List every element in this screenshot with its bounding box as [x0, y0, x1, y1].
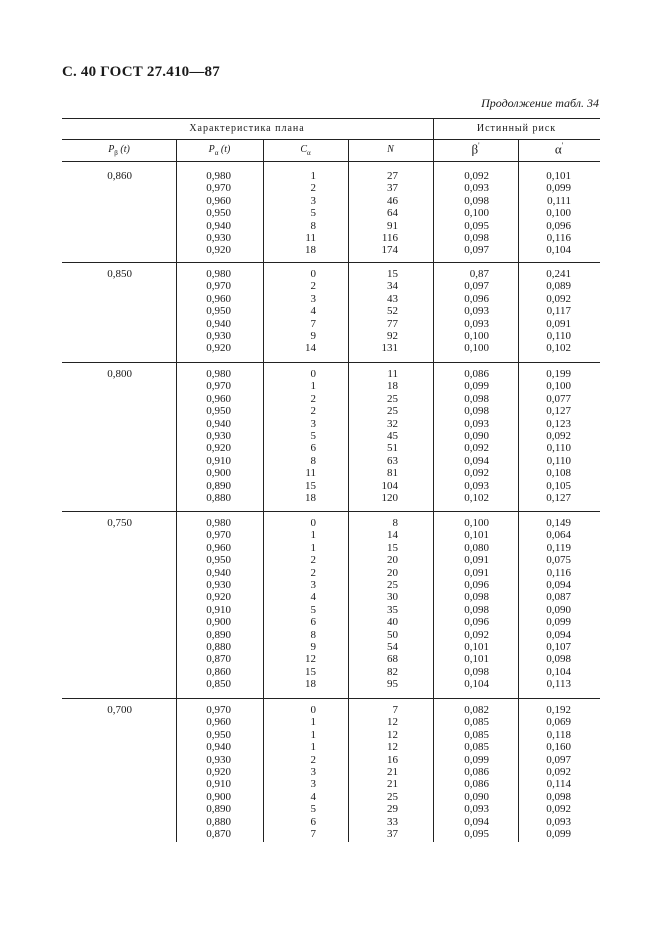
- cell-n: 30: [387, 591, 398, 604]
- cell-n: 11: [387, 368, 398, 380]
- cell-c: 1: [310, 716, 316, 729]
- cell-alpha: 0,075: [546, 554, 571, 567]
- column-rule: [433, 139, 434, 161]
- cell-beta: 0,098: [464, 591, 489, 604]
- cell-alpha: 0,089: [546, 280, 571, 293]
- cell-pa: 0,890: [206, 479, 231, 492]
- cell-beta: 0,102: [464, 492, 489, 504]
- cell-c: 3: [310, 292, 316, 305]
- group-separator-rule: [62, 262, 600, 263]
- column-header-pb: $P_\beta$ (t): [108, 144, 130, 157]
- cell-pa: 0,980: [206, 517, 231, 529]
- cell-pa: 0,920: [206, 342, 231, 355]
- cell-beta: 0,093: [464, 317, 489, 330]
- cell-alpha: 0,149: [546, 517, 571, 529]
- cell-alpha: 0,114: [546, 778, 571, 791]
- cell-pa: 0,960: [206, 194, 231, 207]
- cell-beta: 0,101: [464, 641, 489, 653]
- cell-pa: 0,940: [206, 741, 231, 754]
- cell-c: 9: [310, 330, 316, 342]
- cell-n: 95: [387, 678, 398, 691]
- cell-beta: 0,100: [464, 207, 489, 220]
- cell-beta: 0,090: [464, 790, 489, 803]
- cell-c: 9: [310, 641, 316, 653]
- cell-pa: 0,970: [206, 182, 231, 195]
- cell-n: 116: [381, 232, 398, 244]
- cell-c: 5: [310, 603, 316, 616]
- cell-alpha: 0,069: [546, 716, 571, 729]
- cell-n: 43: [387, 292, 398, 305]
- cell-n: 33: [387, 815, 398, 828]
- cell-n: 34: [387, 280, 398, 293]
- cell-n: 12: [387, 716, 398, 729]
- cell-pa: 0,880: [206, 815, 231, 828]
- cell-n: 15: [387, 541, 398, 554]
- cell-pa: 0,870: [206, 828, 231, 840]
- cell-n: 27: [387, 170, 398, 182]
- cell-beta: 0,093: [464, 305, 489, 318]
- cell-beta: 0,086: [464, 368, 489, 380]
- cell-alpha: 0,090: [546, 603, 571, 616]
- cell-pa: 0,980: [206, 170, 231, 182]
- cell-c: 3: [310, 778, 316, 791]
- cell-c: 2: [310, 182, 316, 195]
- cell-n: 20: [387, 566, 398, 579]
- cell-beta: 0,085: [464, 728, 489, 741]
- cell-c: 5: [310, 803, 316, 816]
- cell-alpha: 0,116: [546, 232, 571, 244]
- cell-alpha: 0,111: [547, 194, 571, 207]
- cell-c: 2: [310, 753, 316, 766]
- cell-alpha: 0,199: [546, 368, 571, 380]
- cell-n: 54: [387, 641, 398, 653]
- cell-n: 15: [387, 268, 398, 280]
- group-separator-rule: [62, 362, 600, 363]
- cell-n: 21: [387, 778, 398, 791]
- group-header-plan: Характеристика плана: [189, 123, 305, 134]
- cell-c: 15: [305, 665, 316, 678]
- cell-c: 2: [310, 554, 316, 567]
- cell-alpha: 0,099: [546, 828, 571, 840]
- cell-beta: 0,090: [464, 430, 489, 442]
- cell-beta: 0,091: [464, 554, 489, 567]
- cell-alpha: 0,113: [546, 678, 571, 691]
- column-rule: [518, 161, 519, 842]
- cell-pa: 0,940: [206, 219, 231, 232]
- cell-alpha: 0,093: [546, 815, 571, 828]
- column-header-beta: β': [471, 141, 480, 157]
- column-rule: [348, 139, 349, 161]
- cell-n: 29: [387, 803, 398, 816]
- cell-n: 120: [381, 492, 398, 504]
- cell-c: 1: [310, 728, 316, 741]
- cell-pa: 0,950: [206, 305, 231, 318]
- cell-beta: 0,096: [464, 579, 489, 591]
- cell-beta: 0,100: [464, 330, 489, 342]
- cell-n: 7: [392, 704, 398, 716]
- cell-alpha: 0,117: [546, 305, 571, 318]
- cell-n: 12: [387, 728, 398, 741]
- cell-beta: 0,098: [464, 392, 489, 405]
- cell-beta: 0,093: [464, 803, 489, 816]
- cell-n: 46: [387, 194, 398, 207]
- cell-beta: 0,092: [464, 442, 489, 455]
- cell-c: 3: [310, 194, 316, 207]
- cell-n: 12: [387, 741, 398, 754]
- cell-alpha: 0,192: [546, 704, 571, 716]
- column-header-rule: [62, 161, 600, 162]
- cell-alpha: 0,092: [546, 430, 571, 442]
- cell-alpha: 0,094: [546, 628, 571, 641]
- cell-pa: 0,920: [206, 591, 231, 604]
- cell-pa: 0,940: [206, 417, 231, 430]
- cell-beta: 0,085: [464, 716, 489, 729]
- cell-n: 81: [387, 467, 398, 480]
- group-separator-rule: [62, 511, 600, 512]
- cell-alpha: 0,119: [546, 541, 571, 554]
- cell-pa: 0,930: [206, 753, 231, 766]
- cell-beta: 0,098: [464, 665, 489, 678]
- cell-n: 63: [387, 454, 398, 467]
- cell-beta: 0,092: [464, 467, 489, 480]
- cell-c: 2: [310, 566, 316, 579]
- cell-pa: 0,970: [206, 704, 231, 716]
- cell-n: 25: [387, 405, 398, 418]
- cell-n: 104: [381, 479, 398, 492]
- cell-alpha: 0,087: [546, 591, 571, 604]
- cell-pa: 0,950: [206, 728, 231, 741]
- cell-pa: 0,910: [206, 778, 231, 791]
- cell-c: 1: [310, 529, 316, 542]
- cell-pa: 0,930: [206, 430, 231, 442]
- cell-alpha: 0,101: [546, 170, 571, 182]
- group-header-risk: Истинный риск: [476, 123, 557, 134]
- cell-n: 18: [387, 380, 398, 393]
- cell-n: 77: [387, 317, 398, 330]
- cell-c: 7: [310, 317, 316, 330]
- cell-pa: 0,920: [206, 244, 231, 257]
- table-top-rule: [62, 118, 600, 119]
- column-rule: [518, 139, 519, 161]
- cell-beta: 0,098: [464, 405, 489, 418]
- column-rule: [176, 139, 177, 161]
- cell-c: 4: [310, 591, 316, 604]
- cell-pa: 0,970: [206, 380, 231, 393]
- cell-pa: 0,920: [206, 442, 231, 455]
- cell-pa: 0,950: [206, 554, 231, 567]
- cell-beta: 0,093: [464, 182, 489, 195]
- cell-c: 0: [310, 517, 316, 529]
- cell-pa: 0,950: [206, 207, 231, 220]
- cell-n: 52: [387, 305, 398, 318]
- cell-beta: 0,086: [464, 766, 489, 778]
- cell-c: 2: [310, 405, 316, 418]
- cell-alpha: 0,096: [546, 219, 571, 232]
- cell-alpha: 0,077: [546, 392, 571, 405]
- cell-beta: 0,093: [464, 479, 489, 492]
- column-rule: [433, 161, 434, 842]
- cell-pa: 0,850: [206, 678, 231, 691]
- cell-alpha: 0,091: [546, 317, 571, 330]
- cell-alpha: 0,099: [546, 616, 571, 629]
- cell-c: 4: [310, 305, 316, 318]
- cell-pa: 0,880: [206, 641, 231, 653]
- cell-beta: 0,086: [464, 778, 489, 791]
- cell-c: 11: [305, 467, 316, 480]
- cell-n: 20: [387, 554, 398, 567]
- cell-c: 1: [310, 380, 316, 393]
- cell-n: 174: [381, 244, 398, 257]
- cell-c: 18: [305, 492, 316, 504]
- cell-n: 32: [387, 417, 398, 430]
- cell-alpha: 0,092: [546, 766, 571, 778]
- cell-beta: 0,082: [464, 704, 489, 716]
- cell-alpha: 0,127: [546, 405, 571, 418]
- cell-pa: 0,950: [206, 405, 231, 418]
- column-header-n: N: [387, 144, 394, 155]
- cell-beta: 0,096: [464, 292, 489, 305]
- cell-alpha: 0,118: [546, 728, 571, 741]
- cell-n: 21: [387, 766, 398, 778]
- cell-c: 14: [305, 342, 316, 355]
- cell-c: 1: [310, 541, 316, 554]
- cell-alpha: 0,110: [546, 454, 571, 467]
- cell-beta: 0,097: [464, 244, 489, 257]
- cell-beta: 0,098: [464, 232, 489, 244]
- cell-beta: 0,093: [464, 417, 489, 430]
- cell-n: 8: [392, 517, 398, 529]
- cell-pa: 0,900: [206, 616, 231, 629]
- table-continuation-caption: Продолжение табл. 34: [481, 96, 599, 110]
- cell-alpha: 0,100: [546, 380, 571, 393]
- cell-alpha: 0,092: [546, 803, 571, 816]
- cell-alpha: 0,241: [546, 268, 571, 280]
- cell-pb: 0,750: [107, 517, 132, 529]
- cell-pa: 0,960: [206, 292, 231, 305]
- cell-c: 15: [305, 479, 316, 492]
- cell-c: 3: [310, 417, 316, 430]
- cell-pa: 0,960: [206, 392, 231, 405]
- cell-c: 0: [310, 704, 316, 716]
- cell-pa: 0,940: [206, 566, 231, 579]
- column-rule: [263, 139, 264, 161]
- cell-alpha: 0,116: [546, 566, 571, 579]
- cell-n: 45: [387, 430, 398, 442]
- cell-alpha: 0,098: [546, 790, 571, 803]
- cell-alpha: 0,127: [546, 492, 571, 504]
- cell-n: 64: [387, 207, 398, 220]
- group-header-rule: [62, 139, 600, 140]
- cell-c: 6: [310, 442, 316, 455]
- cell-pa: 0,960: [206, 716, 231, 729]
- cell-pa: 0,870: [206, 653, 231, 666]
- cell-pa: 0,910: [206, 454, 231, 467]
- cell-c: 12: [305, 653, 316, 666]
- cell-n: 25: [387, 579, 398, 591]
- cell-c: 8: [310, 628, 316, 641]
- cell-beta: 0,098: [464, 194, 489, 207]
- cell-c: 18: [305, 678, 316, 691]
- cell-beta: 0,092: [464, 170, 489, 182]
- cell-c: 7: [310, 828, 316, 840]
- cell-n: 37: [387, 182, 398, 195]
- cell-n: 35: [387, 603, 398, 616]
- cell-alpha: 0,110: [546, 330, 571, 342]
- cell-pa: 0,940: [206, 317, 231, 330]
- cell-alpha: 0,064: [546, 529, 571, 542]
- cell-beta: 0,87: [469, 268, 489, 280]
- cell-n: 16: [387, 753, 398, 766]
- cell-alpha: 0,100: [546, 207, 571, 220]
- cell-n: 50: [387, 628, 398, 641]
- cell-beta: 0,094: [464, 815, 489, 828]
- cell-beta: 0,080: [464, 541, 489, 554]
- cell-pa: 0,910: [206, 603, 231, 616]
- column-header-c: $C_\alpha$: [300, 144, 311, 157]
- cell-n: 37: [387, 828, 398, 840]
- cell-alpha: 0,098: [546, 653, 571, 666]
- cell-alpha: 0,160: [546, 741, 571, 754]
- cell-beta: 0,095: [464, 828, 489, 840]
- cell-c: 5: [310, 207, 316, 220]
- cell-n: 68: [387, 653, 398, 666]
- cell-beta: 0,098: [464, 603, 489, 616]
- cell-beta: 0,100: [464, 342, 489, 355]
- cell-beta: 0,099: [464, 753, 489, 766]
- cell-pb: 0,800: [107, 368, 132, 380]
- cell-c: 2: [310, 392, 316, 405]
- cell-pa: 0,930: [206, 579, 231, 591]
- cell-alpha: 0,105: [546, 479, 571, 492]
- cell-alpha: 0,104: [546, 665, 571, 678]
- cell-alpha: 0,102: [546, 342, 571, 355]
- cell-pa: 0,890: [206, 803, 231, 816]
- cell-c: 3: [310, 579, 316, 591]
- cell-alpha: 0,104: [546, 244, 571, 257]
- column-rule: [263, 161, 264, 842]
- cell-pa: 0,960: [206, 541, 231, 554]
- cell-c: 5: [310, 430, 316, 442]
- cell-beta: 0,099: [464, 380, 489, 393]
- cell-c: 2: [310, 280, 316, 293]
- cell-beta: 0,092: [464, 628, 489, 641]
- cell-alpha: 0,123: [546, 417, 571, 430]
- cell-pa: 0,920: [206, 766, 231, 778]
- cell-pb: 0,850: [107, 268, 132, 280]
- cell-pa: 0,900: [206, 790, 231, 803]
- cell-c: 0: [310, 368, 316, 380]
- cell-pa: 0,930: [206, 330, 231, 342]
- cell-alpha: 0,110: [546, 442, 571, 455]
- cell-beta: 0,104: [464, 678, 489, 691]
- cell-c: 8: [310, 454, 316, 467]
- cell-beta: 0,097: [464, 280, 489, 293]
- cell-alpha: 0,107: [546, 641, 571, 653]
- cell-beta: 0,085: [464, 741, 489, 754]
- cell-c: 8: [310, 219, 316, 232]
- cell-pa: 0,860: [206, 665, 231, 678]
- cell-pa: 0,890: [206, 628, 231, 641]
- cell-n: 82: [387, 665, 398, 678]
- cell-beta: 0,101: [464, 529, 489, 542]
- cell-pa: 0,970: [206, 280, 231, 293]
- cell-beta: 0,101: [464, 653, 489, 666]
- cell-pa: 0,930: [206, 232, 231, 244]
- cell-c: 6: [310, 815, 316, 828]
- cell-beta: 0,094: [464, 454, 489, 467]
- column-header-alpha: α': [554, 141, 564, 157]
- column-rule: [348, 161, 349, 842]
- cell-n: 14: [387, 529, 398, 542]
- cell-n: 25: [387, 790, 398, 803]
- cell-c: 11: [305, 232, 316, 244]
- cell-pa: 0,880: [206, 492, 231, 504]
- cell-pa: 0,980: [206, 368, 231, 380]
- cell-n: 25: [387, 392, 398, 405]
- cell-pb: 0,700: [107, 704, 132, 716]
- cell-c: 18: [305, 244, 316, 257]
- cell-pb: 0,860: [107, 170, 132, 182]
- cell-alpha: 0,097: [546, 753, 571, 766]
- cell-n: 92: [387, 330, 398, 342]
- column-rule: [176, 161, 177, 842]
- cell-n: 131: [381, 342, 398, 355]
- cell-c: 3: [310, 766, 316, 778]
- cell-alpha: 0,092: [546, 292, 571, 305]
- cell-c: 1: [310, 170, 316, 182]
- cell-beta: 0,095: [464, 219, 489, 232]
- cell-beta: 0,091: [464, 566, 489, 579]
- group-separator-rule: [62, 698, 600, 699]
- cell-alpha: 0,099: [546, 182, 571, 195]
- column-header-pa: $P_\alpha$ (t): [208, 144, 231, 157]
- cell-n: 40: [387, 616, 398, 629]
- page-header: С. 40 ГОСТ 27.410—87: [62, 64, 220, 80]
- cell-n: 51: [387, 442, 398, 455]
- cell-alpha: 0,108: [546, 467, 571, 480]
- cell-beta: 0,096: [464, 616, 489, 629]
- cell-beta: 0,100: [464, 517, 489, 529]
- cell-alpha: 0,094: [546, 579, 571, 591]
- cell-c: 1: [310, 741, 316, 754]
- cell-c: 6: [310, 616, 316, 629]
- cell-n: 91: [387, 219, 398, 232]
- cell-pa: 0,980: [206, 268, 231, 280]
- cell-pa: 0,900: [206, 467, 231, 480]
- cell-c: 4: [310, 790, 316, 803]
- cell-pa: 0,970: [206, 529, 231, 542]
- cell-c: 0: [310, 268, 316, 280]
